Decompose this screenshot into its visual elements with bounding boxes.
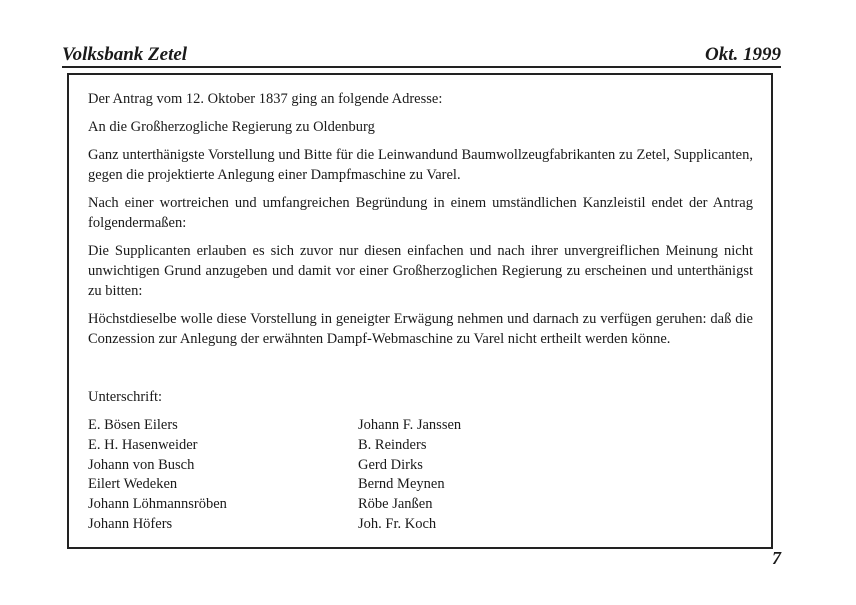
signature-name: Joh. Fr. Koch	[358, 515, 437, 532]
paragraph-summary: Nach einer wortreichen und umfangreichen Begründung in einem umständlichen Kanzleistil endet der Antrag folgendermaßen:	[88, 195, 753, 231]
signature-name: Johann F. Janssen	[358, 417, 462, 433]
signature-name: Röbe Janßen	[358, 496, 433, 513]
header-title: Volksbank Zetel	[62, 44, 188, 65]
signature-name: Johann Höfers	[88, 515, 173, 532]
signature-heading: Unterschrift:	[88, 389, 163, 405]
signature-name: Eilert Wedeken	[88, 476, 178, 493]
signature-name: Gerd Dirks	[358, 456, 423, 473]
signature-name: B. Reinders	[358, 436, 427, 453]
paragraph-address: An die Großherzogliche Regierung zu Oldenburg	[88, 119, 375, 135]
signature-list	[88, 416, 608, 535]
document-frame	[67, 73, 773, 549]
signature-name: E. Bösen Eilers	[88, 417, 178, 433]
paragraph-petition: Ganz unterthänigste Vorstellung und Bitte für die Leinwandund Baumwollzeugfabrikanten zu Zetel, Supplicanten, gegen die projektierte Anlegung einer Dampfmaschine zu Varel.	[88, 147, 753, 183]
paragraph-request: Höchstdieselbe wolle diese Vorstellung in geneigter Erwägung nehmen und darnach zu verfügen geruhen: daß die Conzession zur Anlegung der erwähnten Dampf-Webmaschine zu Varel nicht ertheilt werden könne.	[88, 311, 753, 347]
page-header	[62, 42, 781, 66]
header-date: Okt. 1999	[705, 44, 781, 65]
paragraph-argument: Die Supplicanten erlauben es sich zuvor nur diesen einfachen und nach ihrer unvergreiflichen Meinung nicht unwichtigen Grund anzugeben und damit vor einer Großherzoglichen Regierung zu erscheinen und unterthänigst zu bitten:	[88, 243, 753, 299]
page-number: 7	[772, 548, 781, 568]
header-rule	[62, 66, 781, 68]
signature-name: E. H. Hasenweider	[88, 436, 198, 453]
signature-name: Bernd Meynen	[358, 476, 445, 493]
signature-name: Johann von Busch	[88, 456, 195, 473]
document-body	[88, 89, 753, 357]
paragraph-intro: Der Antrag vom 12. Oktober 1837 ging an folgende Adresse:	[88, 91, 443, 107]
signature-name: Johann Löhmannsröben	[88, 496, 227, 513]
